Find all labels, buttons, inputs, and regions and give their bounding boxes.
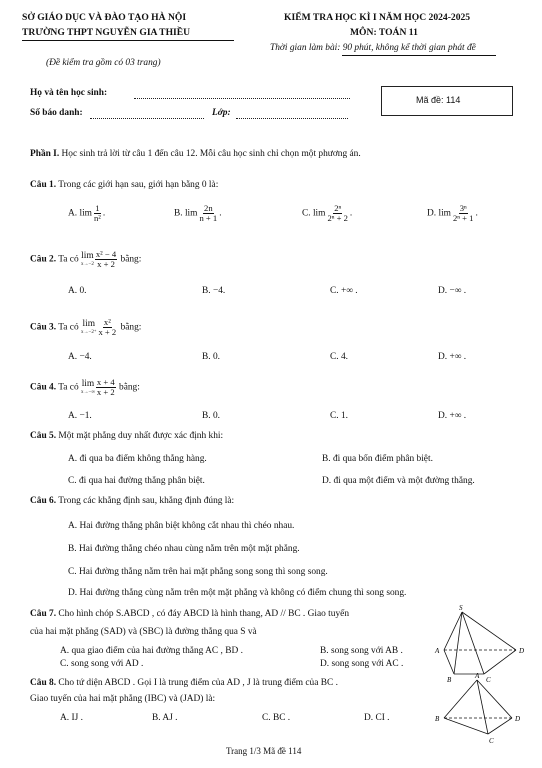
subject: MÔN: TOÁN 11 <box>350 27 418 38</box>
school-underline <box>22 40 234 41</box>
q3-option-b[interactable]: B. 0. <box>202 352 220 362</box>
fig8-label-b: B <box>435 715 440 723</box>
q7-option-c[interactable]: C. song song với AD . <box>60 659 144 669</box>
q7-option-d[interactable]: D. song song với AC . <box>320 659 404 669</box>
q1-b-num: 2n <box>204 203 213 213</box>
q1-c-den: 2ⁿ + 2 <box>327 213 348 224</box>
q3-post: bằng: <box>120 322 142 333</box>
q5-label: Câu 5. <box>30 431 57 441</box>
edge-ab <box>444 680 477 718</box>
q3-lim <box>81 320 96 334</box>
q7-line1: Cho hình chóp S.ABCD , có đáy ABCD là hình thang, AD // BC . Giao tuyến <box>58 609 350 619</box>
question-6 <box>30 496 234 506</box>
q3-den: x + 2 <box>98 327 117 338</box>
q4-label: Câu 4. <box>30 382 57 393</box>
time-underline <box>342 55 496 56</box>
q4-num: x + 4 <box>96 377 115 387</box>
q1-a-lim: lim <box>79 208 92 219</box>
q5-text: Một mặt phẳng duy nhất được xác định khi: <box>58 431 224 441</box>
exam-code: Mã đề: 114 <box>416 95 461 105</box>
question-3 <box>30 318 141 337</box>
q2-frac <box>95 250 117 269</box>
q1-label: Câu 1. <box>30 180 57 190</box>
part-title: Phần I. <box>30 149 60 159</box>
q4-frac <box>96 378 116 397</box>
edge-ab <box>444 650 454 674</box>
q8-option-d[interactable]: D. CI . <box>364 713 390 723</box>
q1-d-lim: lim <box>438 208 451 219</box>
q4-lim-sub: x→−∞ <box>81 389 95 395</box>
page-footer: Trang 1/3 Mã đề 114 <box>226 746 302 756</box>
q4-option-c[interactable]: C. 1. <box>330 411 348 421</box>
q2-pre: Ta có <box>58 254 79 265</box>
exam-title: KIỂM TRA HỌC KÌ I NĂM HỌC 2024-2025 <box>284 12 471 23</box>
q4-option-b[interactable]: B. 0. <box>202 411 220 421</box>
q5-option-a[interactable]: A. đi qua ba điểm không thẳng hàng. <box>68 454 207 464</box>
q8-line2: Giao tuyến của hai mặt phẳng (IBC) và (JAD) là: <box>30 694 216 704</box>
q1-c-tail: . <box>349 208 353 219</box>
id-label: Số báo danh: <box>30 108 83 118</box>
q7-label: Câu 7. <box>30 609 57 619</box>
q2-option-c[interactable]: C. +∞ . <box>330 286 358 296</box>
q7-line2: của hai mặt phẳng (SAD) và (SBC) là đường thẳng qua S và <box>30 627 257 637</box>
q2-post: bằng: <box>120 254 142 265</box>
id-field[interactable] <box>90 118 204 119</box>
q1-b-letter: B. <box>174 208 183 219</box>
part-intro <box>30 149 361 159</box>
q4-option-d[interactable]: D. +∞ . <box>438 411 467 421</box>
q1-a-num: 1 <box>95 203 100 213</box>
q2-label: Câu 2. <box>30 254 57 265</box>
q1-d-letter: D. <box>427 208 437 219</box>
q1-d-frac <box>452 204 474 223</box>
edge-cd <box>488 718 512 734</box>
q1-option-d[interactable] <box>427 204 478 223</box>
q8-option-c[interactable]: C. BC . <box>262 713 291 723</box>
q1-a-frac <box>93 204 102 223</box>
edge-bc <box>444 718 488 734</box>
q1-b-den: n + 1 <box>199 213 218 224</box>
q2-lim <box>81 252 94 266</box>
q5-option-d[interactable]: D. đi qua một điểm và một đường thẳng. <box>322 476 475 486</box>
question-4 <box>30 378 140 397</box>
name-label: Họ và tên học sinh: <box>30 88 108 98</box>
q1-d-tail: . <box>475 208 478 219</box>
q6-label: Câu 6. <box>30 496 57 506</box>
q1-a-den: n² <box>93 213 101 224</box>
q4-lim-word: lim <box>81 379 95 390</box>
q3-pre: Ta có <box>58 322 79 333</box>
q6-option-a[interactable]: A. Hai đường thẳng phân biệt không cắt nhau thì chéo nhau. <box>68 521 295 531</box>
q8-tetrahedron-figure <box>432 672 532 744</box>
edge-sd <box>462 612 516 650</box>
q2-option-a[interactable]: A. 0. <box>68 286 87 296</box>
q8-label: Câu 8. <box>30 678 57 688</box>
q5-option-c[interactable]: C. đi qua hai đường thẳng phân biệt. <box>68 476 205 486</box>
q2-lim-word: lim <box>81 251 94 262</box>
fig7-label-s: S <box>459 604 463 612</box>
fig7-label-b: B <box>447 676 452 682</box>
q8-line1: Cho tứ diện ABCD . Gọi I là trung điểm của AD , J là trung điểm của BC . <box>58 678 338 688</box>
q6-option-b[interactable]: B. Hai đường thẳng chéo nhau cùng nằm trên một mặt phẳng. <box>68 544 300 554</box>
question-5 <box>30 431 223 441</box>
q1-d-den: 2ⁿ + 1 <box>452 213 474 224</box>
q4-post: bằng: <box>119 382 140 393</box>
q2-lim-sub: x→−2 <box>81 261 94 267</box>
q8-option-b[interactable]: B. AJ . <box>152 713 178 723</box>
q4-den: x + 2 <box>96 387 115 398</box>
q1-b-lim: lim <box>184 208 198 219</box>
q7-pyramid-figure <box>432 604 532 682</box>
q4-pre: Ta có <box>58 382 79 393</box>
q1-option-a[interactable] <box>68 204 105 223</box>
q1-text: Trong các giới hạn sau, giới hạn bằng 0 là: <box>58 180 219 190</box>
q1-a-tail: . <box>102 208 106 219</box>
q3-lim-word: lim <box>82 319 95 330</box>
q1-a-letter: A. <box>68 208 78 219</box>
edge-ac <box>477 680 488 734</box>
q1-d-num: 3ⁿ <box>459 203 467 213</box>
q3-lim-sub: x→−2⁺ <box>81 329 97 335</box>
fig8-label-d: D <box>515 715 521 723</box>
part-instruction: Học sinh trả lời từ câu 1 đến câu 12. Mỗi câu học sinh chỉ chọn một phương án. <box>61 149 361 159</box>
fig8-label-a: A <box>475 672 480 680</box>
q1-b-tail: . <box>219 208 222 219</box>
name-field[interactable] <box>134 98 350 99</box>
pages-note: (Đề kiểm tra gồm có 03 trang) <box>46 58 161 68</box>
q1-c-letter: C. <box>302 208 311 219</box>
q7-option-a[interactable]: A. qua giao điểm của hai đường thẳng AC , BD . <box>60 646 243 656</box>
fig8-label-c: C <box>489 737 494 744</box>
q3-option-a[interactable]: A. −4. <box>68 352 92 362</box>
q2-option-b[interactable]: B. −4. <box>202 286 226 296</box>
q7-option-b[interactable]: B. song song với AB . <box>320 646 403 656</box>
q6-text: Trong các khẳng định sau, khẳng định đúng là: <box>58 496 235 506</box>
q5-option-b[interactable]: B. đi qua bốn điểm phân biệt. <box>322 454 433 464</box>
q3-frac <box>97 318 117 337</box>
question-1 <box>30 180 218 190</box>
fig7-label-a: A <box>435 647 440 655</box>
q1-option-b[interactable] <box>174 204 222 223</box>
q1-c-num: 2ⁿ <box>334 203 342 213</box>
q3-option-d[interactable]: D. +∞ . <box>438 352 467 362</box>
time-note: Thời gian làm bài: 90 phút, không kể thời gian phát đề <box>270 43 476 53</box>
school-name: TRƯỜNG THPT NGUYỄN GIA THIỀU <box>22 27 191 38</box>
question-8 <box>30 678 338 688</box>
fig7-label-d: D <box>519 647 525 655</box>
q1-option-c[interactable] <box>302 204 352 223</box>
fig7-label-c: C <box>486 676 491 682</box>
q1-c-lim: lim <box>312 208 326 219</box>
q1-b-frac <box>198 204 218 223</box>
q6-option-c[interactable]: C. Hai đường thẳng nằm trên hai mặt phẳng song song thì song song. <box>68 567 328 577</box>
q4-lim <box>81 380 95 394</box>
class-field[interactable] <box>236 118 348 119</box>
q2-option-d[interactable]: D. −∞ . <box>438 286 467 296</box>
class-label: Lớp: <box>212 108 231 118</box>
edge-ad <box>477 680 512 718</box>
question-2 <box>30 250 141 269</box>
edge-sc <box>462 612 484 674</box>
q2-num: x² − 4 <box>95 249 117 259</box>
question-7 <box>30 609 349 619</box>
q3-num: x² <box>103 317 111 327</box>
department: SỞ GIÁO DỤC VÀ ĐÀO TẠO HÀ NỘI <box>22 12 187 23</box>
q3-option-c[interactable]: C. 4. <box>330 352 348 362</box>
q4-option-a[interactable]: A. −1. <box>68 411 92 421</box>
q2-den: x + 2 <box>97 259 115 270</box>
q6-option-d[interactable]: D. Hai đường thẳng cùng nằm trên một mặt phẳng và không có điểm chung thì song song. <box>68 588 407 598</box>
q1-c-frac <box>326 204 348 223</box>
q3-label: Câu 3. <box>30 322 57 333</box>
q8-option-a[interactable]: A. IJ . <box>60 713 83 723</box>
edge-cd <box>484 650 516 674</box>
